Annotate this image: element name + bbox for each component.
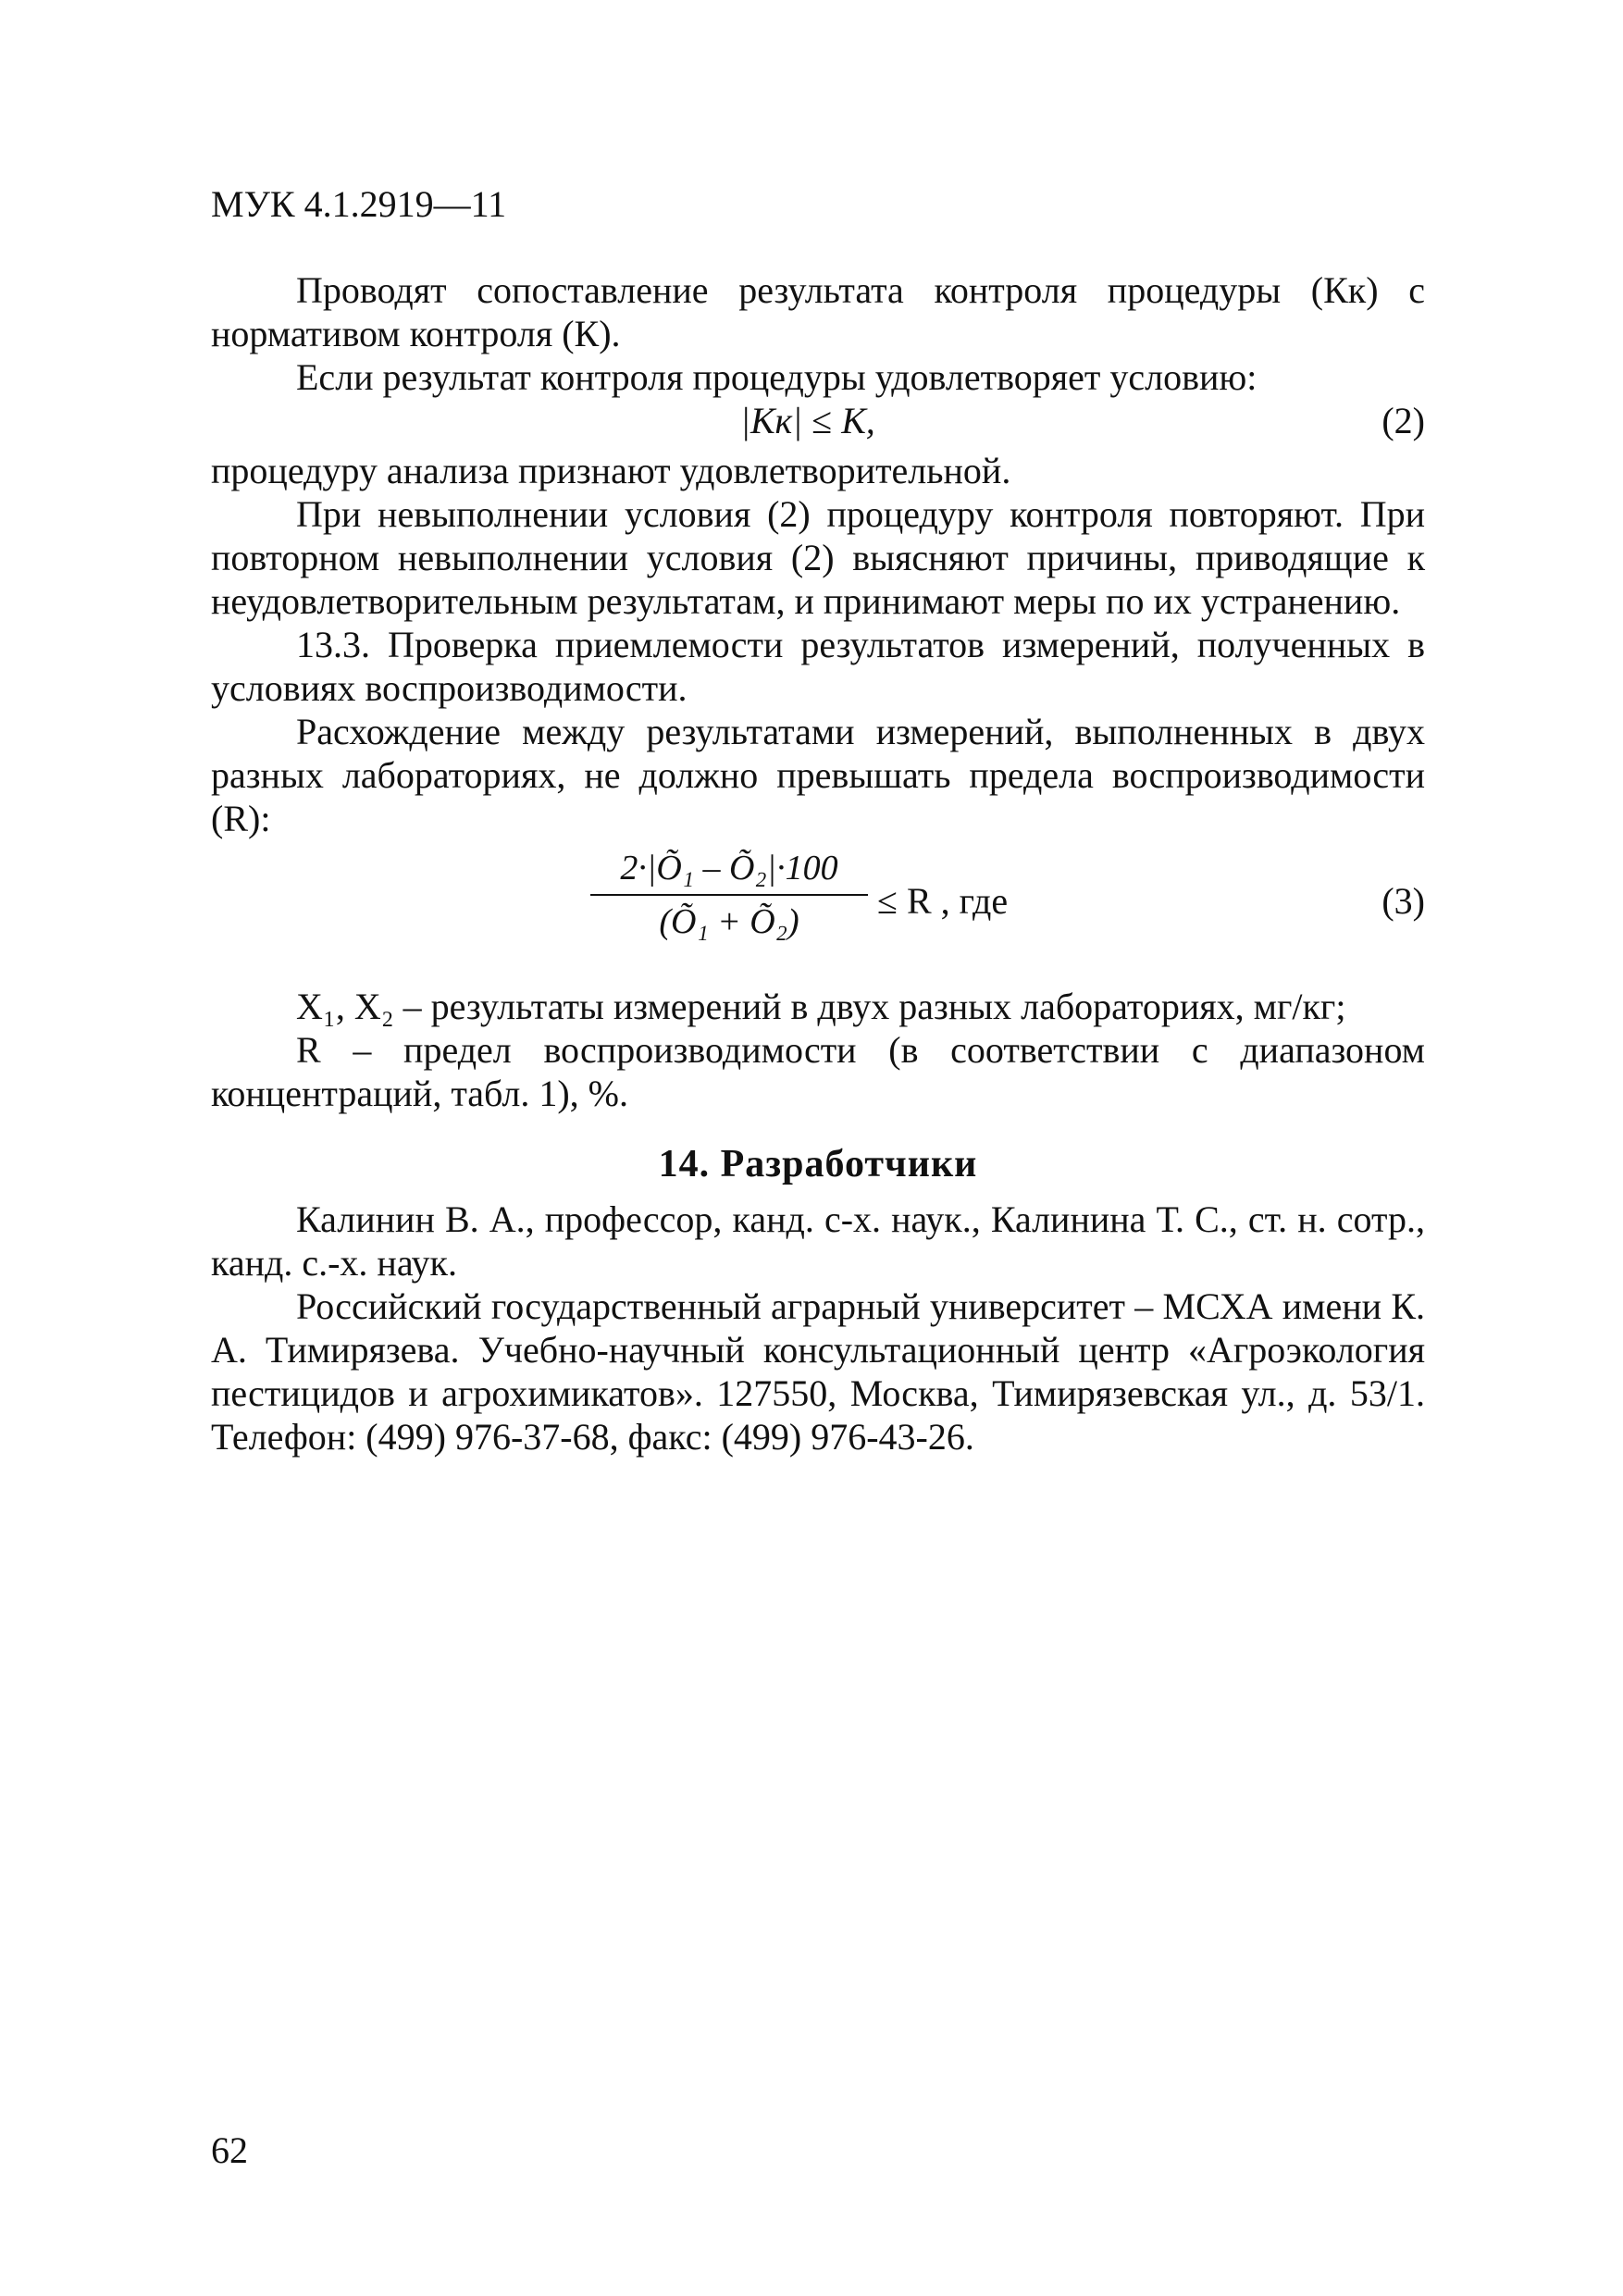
formula-2 bbox=[211, 399, 1425, 449]
paragraph-satisfactory: процедуру анализа признают удовлетворительной. bbox=[211, 450, 1011, 491]
paragraph-organization: Российский государственный аграрный университет – МСХА имени К. А. Тимирязева. Учебно-научный консультационный центр «Агроэкология пестицидов и агрохимикатов». 127550, Москва, Тимирязевская ул., д. 53/1. Телефон: (499) 976-37-68, факс: (499) 976-43-26. bbox=[211, 1285, 1425, 1458]
fraction-bar bbox=[590, 894, 868, 896]
paragraph-comparison: Проводят сопоставление результата контроля процедуры (Кк) с нормативом контроля (К). bbox=[211, 269, 1425, 354]
formula-3 bbox=[211, 846, 1425, 985]
formula-2-expression bbox=[740, 399, 875, 442]
equation-number-2: (2) bbox=[1381, 400, 1425, 441]
paragraph-developers: Калинин В. А., профессор, канд. с-х. наук., Калинина Т. С., ст. н. сотр., канд. с.-х. наук. bbox=[211, 1198, 1425, 1284]
section-14-title: 14. Разработчики bbox=[658, 1143, 978, 1185]
paragraph-x-definition: X₁, X₂ – результаты измерений в двух разных лабораториях, мг/кг; bbox=[296, 986, 1346, 1027]
formula-3-denominator: (Õ₁ + Õ₂) bbox=[659, 902, 799, 941]
formula-3-numerator: 2·|Õ₁ – Õ₂|·100 bbox=[620, 849, 838, 887]
document-code-header: МУК 4.1.2919—11 bbox=[211, 183, 507, 225]
paragraph-repeat: При невыполнении условия (2) процедуру контроля повторяют. При повторном невыполнении условия (2) выясняют причины, приводящие к неудовлетворительным результатам, и принимают меры по их устранению. bbox=[211, 493, 1425, 622]
formula-2-operator: ≤ bbox=[812, 400, 833, 441]
paragraph-r-definition: R – предел воспроизводимости (в соответствии с диапазоном концентраций, табл. 1), %. bbox=[211, 1029, 1425, 1114]
equation-number-3: (3) bbox=[1381, 880, 1425, 922]
formula-3-fraction bbox=[590, 846, 868, 944]
formula-3-rhs: ≤ R , где bbox=[877, 880, 1009, 922]
paragraph-13-3: 13.3. Проверка приемлемости результатов измерений, полученных в условиях воспроизводимости. bbox=[211, 624, 1425, 709]
paragraph-discrepancy: Расхождение между результатами измерений, выполненных в двух разных лабораториях, не должно превышать предела воспроизводимости (R): bbox=[211, 711, 1425, 839]
document-body bbox=[211, 268, 1425, 1458]
formula-2-left: |Кк| bbox=[740, 400, 803, 441]
formula-2-right: К, bbox=[841, 400, 875, 441]
page-number: 62 bbox=[211, 2129, 248, 2171]
paragraph-condition-intro: Если результат контроля процедуры удовлетворяет условию: bbox=[296, 356, 1258, 398]
